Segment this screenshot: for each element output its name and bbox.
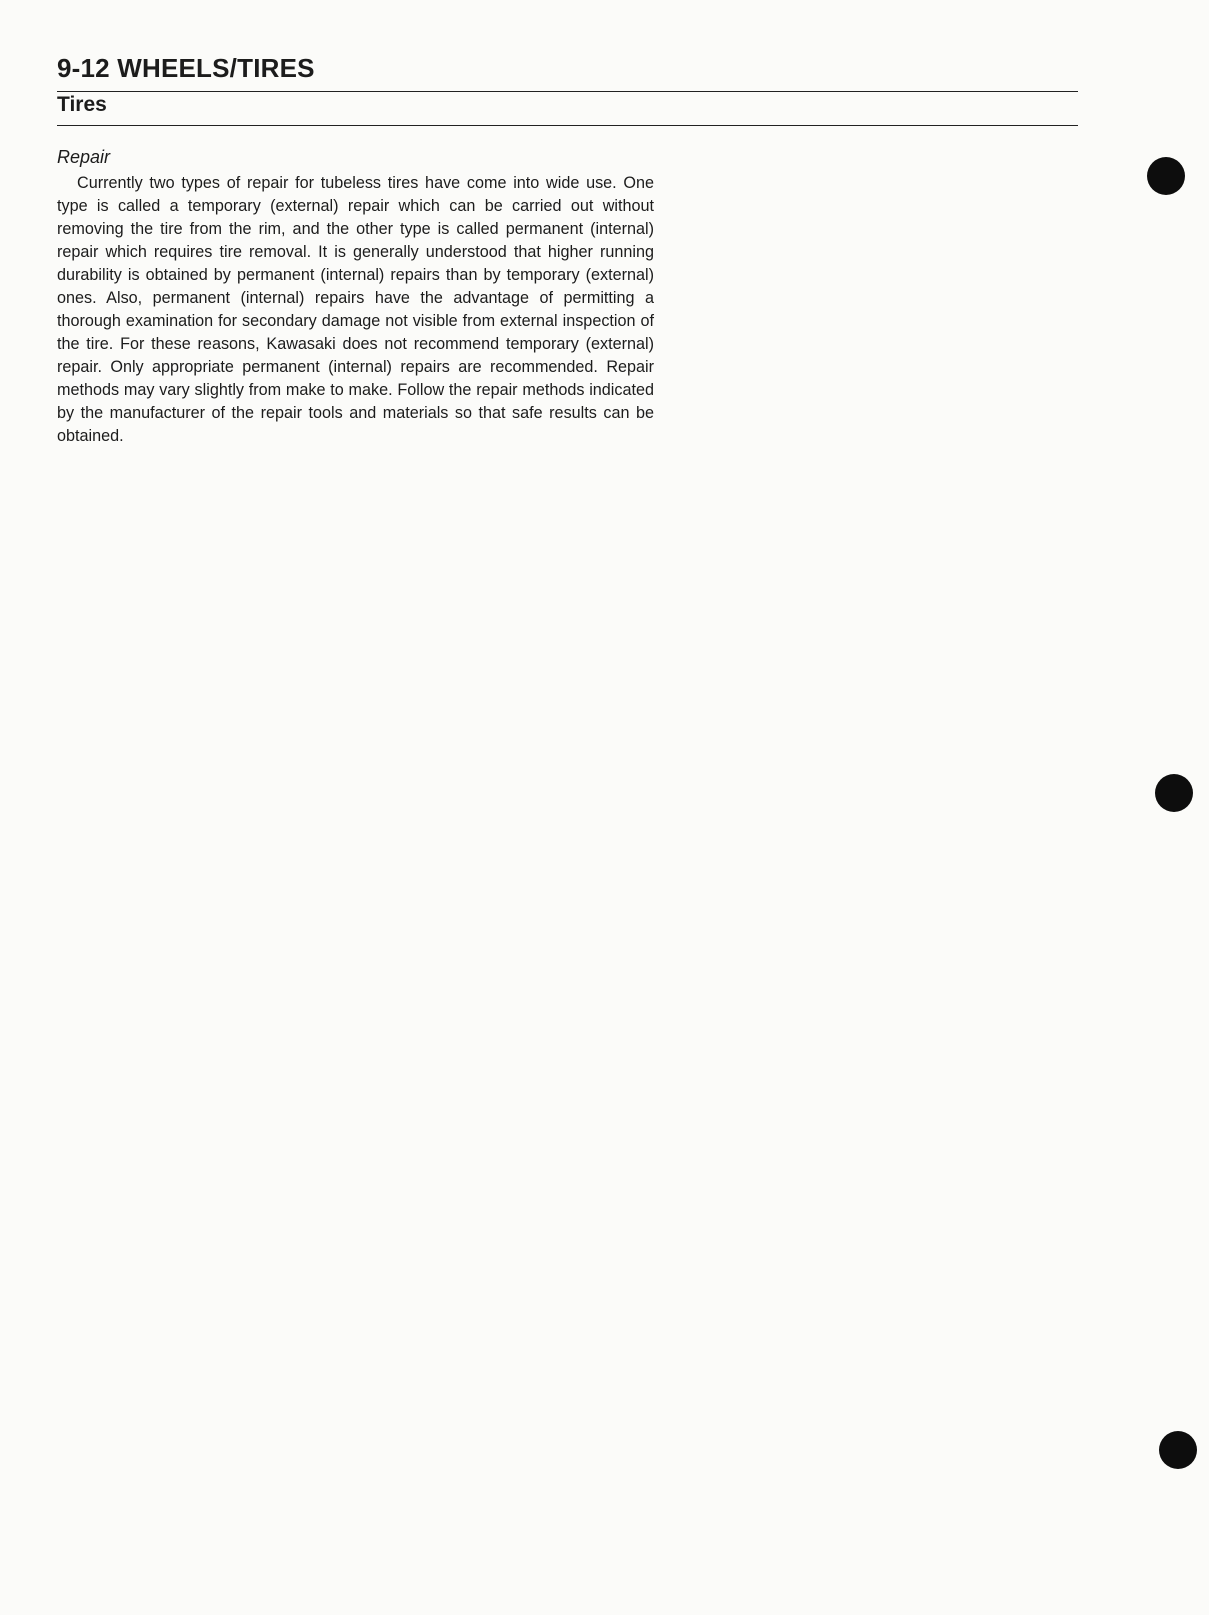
section-title: Tires — [57, 93, 107, 116]
header-rule-top — [57, 91, 1078, 92]
page-title: 9-12 WHEELS/TIRES — [57, 53, 315, 83]
binder-hole-middle — [1155, 774, 1193, 812]
header-rule-bottom — [57, 125, 1078, 126]
binder-hole-top — [1147, 157, 1185, 195]
repair-subheading: Repair — [57, 147, 111, 167]
binder-hole-bottom — [1159, 1431, 1197, 1469]
repair-paragraph: Currently two types of repair for tubeless tires have come into wide use. One type is called a temporary (external) repair which can be carried out without removing the tire from the rim, and the other type is called permanent (internal) repair which requires tire removal. It is generally understood that higher running durability is obtained by permanent (internal) repairs than by temporary (external) ones. Also, permanent (internal) repairs have the advantage of permitting a thorough examination for secondary damage not visible from external inspection of the tire. For these reasons, Kawasaki does not recommend temporary (external) repair. Only appropriate permanent (internal) repairs are recommended. Repair methods may vary slightly from make to make. Follow the repair methods indicated by the manufacturer of the repair tools and materials so that safe results can be obtained. — [57, 174, 654, 445]
